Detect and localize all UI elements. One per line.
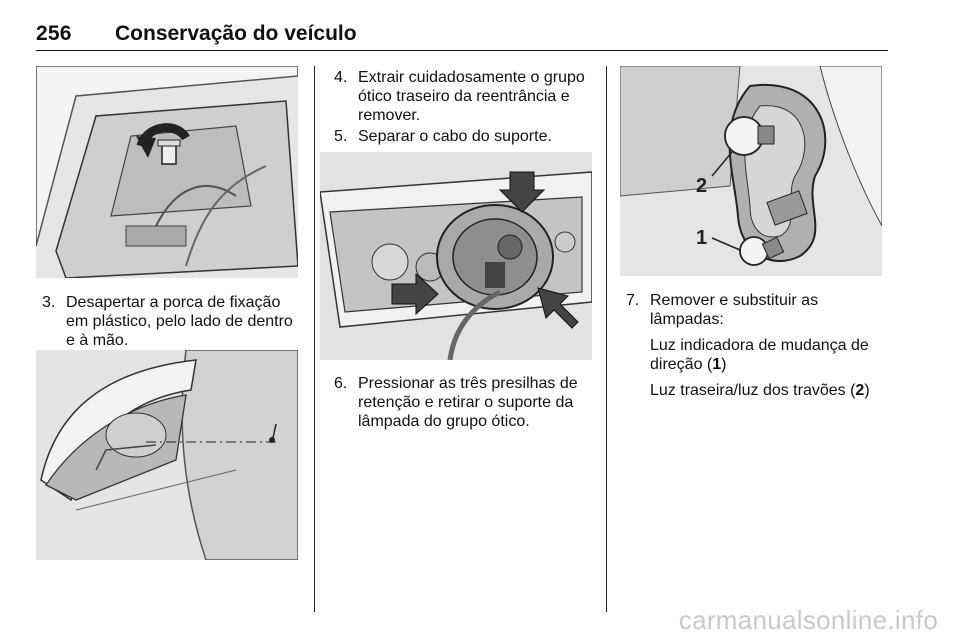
figure-tail-lamp-removal (36, 350, 298, 560)
step-7-text: Remover e substituir as lâmpadas: (650, 292, 819, 328)
page-title: Conservação do veículo (115, 22, 357, 45)
step-7-item-1-suffix: ) (721, 356, 727, 373)
step-7-item-1 (650, 336, 888, 374)
step-7-item-2-ref: 2 (855, 382, 865, 399)
step-6-number: 6. (334, 375, 348, 392)
step-4 (334, 68, 596, 125)
step-3 (42, 293, 304, 350)
step-3-text: Desapertar a porca de fixação em plástico, pelo lado de dentro e à mão. (66, 294, 293, 349)
step-7 (626, 291, 888, 400)
step-7-item-2 (650, 381, 888, 400)
tail-lamp-removal-illustration (36, 350, 298, 560)
column-divider-1 (314, 66, 315, 612)
header-rule (36, 50, 888, 51)
step-6 (334, 374, 596, 431)
step-7-item-1-ref: 1 (712, 356, 722, 373)
step-4-text: Extrair cuidadosamente o grupo ótico traseiro da reentrância e remover. (358, 69, 585, 124)
step-5-number: 5. (334, 128, 348, 145)
bulbs-illustration (620, 66, 882, 276)
bulb-holder-clips-illustration (320, 152, 592, 360)
figure-bulbs (620, 66, 882, 276)
step-7-item-1-prefix: Luz indicadora de mudança de direção ( (650, 337, 869, 373)
figure-bulb-holder-clips (320, 152, 592, 360)
bulb-label-2: 2 (696, 175, 708, 197)
page-number: 256 (36, 22, 72, 45)
column-divider-2 (606, 66, 607, 612)
step-5-text: Separar o cabo do suporte. (358, 128, 552, 145)
step-7-item-2-prefix: Luz traseira/luz dos travões ( (650, 382, 856, 399)
step-7-number: 7. (626, 292, 640, 309)
bulb-label-1: 1 (696, 227, 708, 249)
step-7-item-2-suffix: ) (864, 382, 870, 399)
watermark: carmanualsonline.info (678, 605, 938, 635)
step-6-text: Pressionar as três presilhas de retenção e retirar o suporte da lâmpada do grupo ótico. (358, 375, 578, 430)
figure-panel-nut (36, 66, 298, 278)
step-4-number: 4. (334, 69, 348, 86)
panel-nut-illustration (36, 66, 298, 278)
step-5 (334, 127, 596, 146)
step-3-number: 3. (42, 294, 56, 311)
